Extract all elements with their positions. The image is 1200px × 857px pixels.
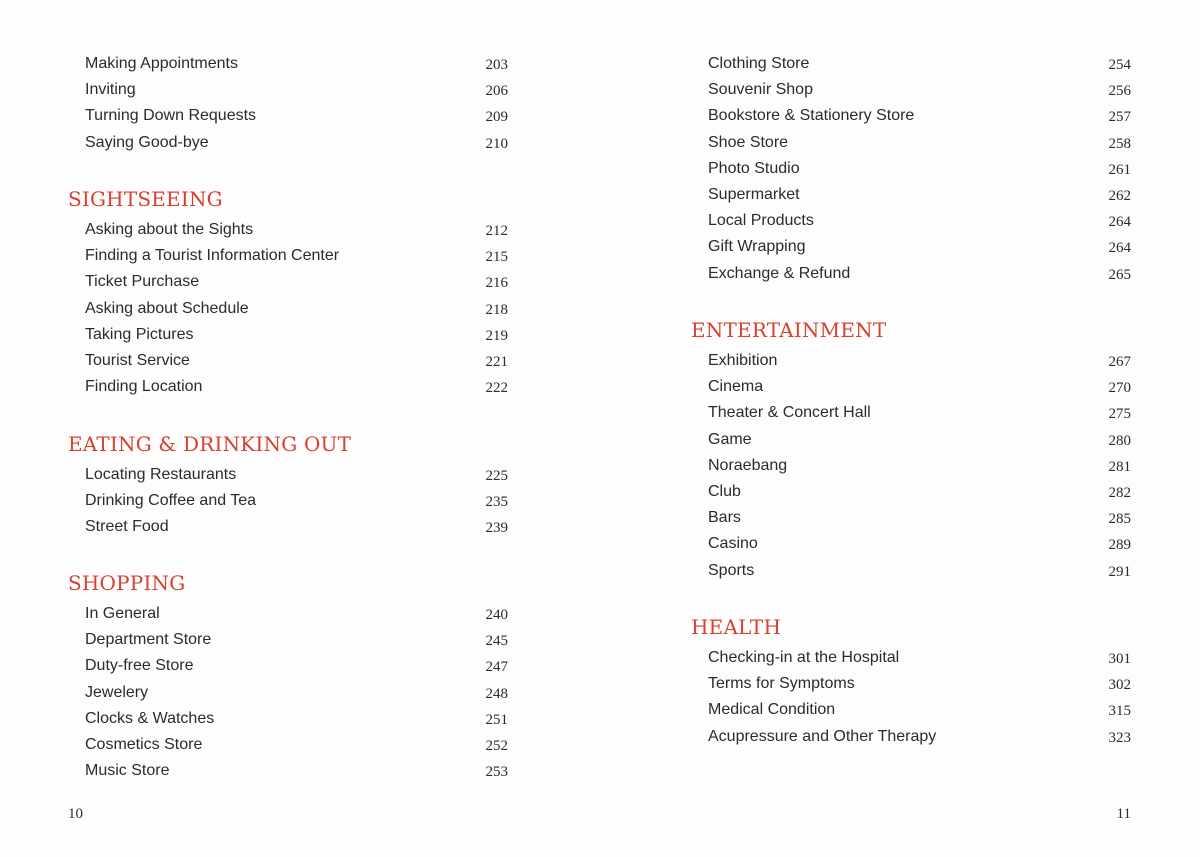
section-heading: EATING & DRINKING OUT bbox=[68, 432, 352, 456]
toc-entry-page-number: 215 bbox=[485, 249, 508, 266]
toc-entry[interactable] bbox=[691, 697, 1131, 723]
toc-entry[interactable] bbox=[68, 514, 508, 540]
toc-entry-label: Bars bbox=[708, 509, 741, 527]
toc-entry-label: Clothing Store bbox=[708, 55, 810, 72]
toc-entry-label: Local Products bbox=[708, 212, 814, 230]
toc-entry-label: Bookstore & Stationery Store bbox=[708, 107, 915, 125]
toc-entry[interactable] bbox=[691, 400, 1131, 426]
toc-entry[interactable] bbox=[68, 130, 508, 156]
toc-entry[interactable] bbox=[691, 348, 1131, 374]
toc-entry[interactable] bbox=[691, 51, 1131, 77]
toc-entry[interactable] bbox=[68, 601, 508, 627]
toc-section-eating bbox=[68, 432, 508, 541]
toc-entry-page-number: 257 bbox=[1108, 109, 1131, 126]
toc-entry[interactable] bbox=[691, 182, 1131, 208]
toc-entry-page-number: 251 bbox=[485, 711, 508, 728]
toc-entry-page-number: 203 bbox=[485, 57, 508, 73]
toc-entry-label: Supermarket bbox=[708, 185, 800, 203]
toc-entry-label: Cinema bbox=[708, 378, 764, 396]
toc-entry-page-number: 280 bbox=[1108, 432, 1131, 449]
toc-entry-label: Tourist Service bbox=[85, 351, 190, 369]
toc-entry-page-number: 248 bbox=[485, 685, 508, 702]
toc-entry-label: Photo Studio bbox=[708, 159, 800, 177]
toc-entry-label: Theater & Concert Hall bbox=[708, 404, 871, 422]
section-heading: HEALTH bbox=[691, 615, 782, 639]
toc-entry-page-number: 281 bbox=[1108, 458, 1131, 475]
toc-entry-label: Asking about the Sights bbox=[85, 221, 254, 238]
toc-entry-label: Exhibition bbox=[708, 352, 778, 369]
toc-section-shopping-continued bbox=[691, 51, 1131, 287]
toc-entry-label: Acupressure and Other Therapy bbox=[708, 727, 937, 745]
toc-entry-page-number: 264 bbox=[1108, 240, 1131, 257]
toc-entry-page-number: 315 bbox=[1108, 703, 1131, 720]
toc-entry[interactable] bbox=[68, 732, 508, 758]
toc-entry-label: Cosmetics Store bbox=[85, 735, 203, 753]
toc-entry-page-number: 302 bbox=[1108, 677, 1131, 694]
toc-entry-label: Finding a Tourist Information Center bbox=[85, 247, 340, 265]
toc-entry-page-number: 301 bbox=[1108, 651, 1131, 667]
toc-entry[interactable] bbox=[691, 374, 1131, 400]
toc-entry-page-number: 206 bbox=[485, 83, 508, 100]
toc-entry[interactable] bbox=[691, 453, 1131, 479]
toc-entry-page-number: 210 bbox=[485, 135, 508, 152]
toc-entry-page-number: 265 bbox=[1108, 266, 1131, 283]
toc-entry-label: Inviting bbox=[85, 81, 136, 99]
toc-entry[interactable] bbox=[68, 77, 508, 103]
toc-entry[interactable] bbox=[691, 234, 1131, 260]
toc-entry-page-number: 209 bbox=[485, 109, 508, 126]
toc-entry[interactable] bbox=[691, 77, 1131, 103]
toc-entry-page-number: 221 bbox=[485, 353, 508, 370]
toc-entry[interactable] bbox=[691, 671, 1131, 697]
toc-entry-label: Club bbox=[708, 482, 741, 500]
toc-entry-page-number: 285 bbox=[1108, 511, 1131, 528]
toc-entry[interactable] bbox=[68, 462, 508, 488]
toc-entry[interactable] bbox=[68, 51, 508, 77]
toc-section-entertainment bbox=[691, 318, 1131, 584]
toc-entry-label: Finding Location bbox=[85, 378, 203, 396]
toc-entry-page-number: 264 bbox=[1108, 214, 1131, 231]
toc-entry-label: Jewelery bbox=[85, 683, 149, 701]
toc-entry-page-number: 323 bbox=[1108, 729, 1131, 746]
toc-entry-label: Department Store bbox=[85, 631, 212, 649]
toc-entry[interactable] bbox=[68, 627, 508, 653]
toc-entry-page-number: 247 bbox=[485, 659, 508, 676]
toc-entry-page-number: 219 bbox=[485, 327, 508, 344]
toc-entry-label: Souvenir Shop bbox=[708, 81, 813, 99]
toc-entry-page-number: 270 bbox=[1108, 380, 1131, 397]
toc-entry-page-number: 212 bbox=[485, 223, 508, 239]
toc-entry-label: Game bbox=[708, 430, 752, 448]
toc-entry-page-number: 216 bbox=[485, 275, 508, 292]
toc-entry-page-number: 253 bbox=[485, 764, 508, 781]
toc-entry-label: Saying Good-bye bbox=[85, 133, 209, 151]
toc-entry[interactable] bbox=[68, 243, 508, 269]
toc-entry-page-number: 254 bbox=[1108, 57, 1131, 73]
toc-entry-label: Checking-in at the Hospital bbox=[708, 649, 900, 666]
toc-entry[interactable] bbox=[691, 724, 1131, 750]
toc-entry[interactable] bbox=[68, 374, 508, 400]
toc-entry[interactable] bbox=[691, 427, 1131, 453]
toc-entry-label: Medical Condition bbox=[708, 701, 836, 719]
toc-entry-label: In General bbox=[85, 605, 160, 622]
toc-entry-page-number: 245 bbox=[485, 633, 508, 650]
section-heading: ENTERTAINMENT bbox=[691, 318, 887, 342]
toc-entry-page-number: 267 bbox=[1108, 354, 1131, 370]
toc-entry-label: Music Store bbox=[85, 762, 170, 780]
toc-entry-page-number: 222 bbox=[485, 380, 508, 397]
page-number-right: 11 bbox=[1116, 806, 1131, 822]
toc-entry-page-number: 256 bbox=[1108, 83, 1131, 100]
toc-entry[interactable] bbox=[68, 322, 508, 348]
toc-entry-label: Asking about Schedule bbox=[85, 299, 249, 317]
toc-entry-page-number: 239 bbox=[485, 520, 508, 537]
toc-entry-label: Casino bbox=[708, 535, 758, 553]
toc-entry-page-number: 275 bbox=[1108, 406, 1131, 423]
toc-entry[interactable] bbox=[68, 680, 508, 706]
toc-entry-label: Clocks & Watches bbox=[85, 709, 215, 727]
toc-entry-page-number: 261 bbox=[1108, 161, 1131, 178]
toc-entry[interactable] bbox=[68, 706, 508, 732]
toc-entry[interactable] bbox=[68, 269, 508, 295]
section-heading: SHOPPING bbox=[68, 571, 186, 595]
toc-entry-page-number: 218 bbox=[485, 301, 508, 318]
toc-section-health bbox=[691, 615, 1131, 750]
toc-entry[interactable] bbox=[68, 348, 508, 374]
toc-entry-label: Drinking Coffee and Tea bbox=[85, 492, 257, 510]
toc-entry-label: Taking Pictures bbox=[85, 325, 194, 343]
toc-entry-page-number: 258 bbox=[1108, 135, 1131, 152]
toc-entry-label: Duty-free Store bbox=[85, 657, 194, 675]
toc-entry-page-number: 289 bbox=[1108, 537, 1131, 554]
toc-entry[interactable] bbox=[691, 130, 1131, 156]
toc-entry-label: Turning Down Requests bbox=[85, 107, 257, 125]
right-page bbox=[600, 0, 1200, 857]
toc-entry-page-number: 291 bbox=[1108, 563, 1131, 580]
toc-entry-label: Street Food bbox=[85, 518, 169, 536]
toc-entry[interactable] bbox=[691, 261, 1131, 287]
toc-section-intro bbox=[68, 51, 508, 156]
toc-entry-label: Terms for Symptoms bbox=[708, 675, 855, 693]
toc-entry-label: Gift Wrapping bbox=[708, 238, 806, 256]
toc-entry[interactable] bbox=[68, 217, 508, 243]
page-number-left: 10 bbox=[68, 806, 83, 822]
toc-entry[interactable] bbox=[691, 558, 1131, 584]
toc-entry-label: Locating Restaurants bbox=[85, 466, 237, 483]
toc-entry[interactable] bbox=[691, 208, 1131, 234]
toc-entry[interactable] bbox=[691, 505, 1131, 531]
toc-entry-label: Shoe Store bbox=[708, 133, 789, 151]
toc-entry[interactable] bbox=[68, 488, 508, 514]
toc-entry[interactable] bbox=[68, 653, 508, 679]
toc-entry-page-number: 235 bbox=[485, 494, 508, 511]
toc-entry-label: Sports bbox=[708, 561, 755, 579]
toc-entry-label: Making Appointments bbox=[85, 55, 238, 72]
toc-entry-page-number: 282 bbox=[1108, 484, 1131, 501]
toc-entry[interactable] bbox=[68, 296, 508, 322]
toc-entry[interactable] bbox=[691, 479, 1131, 505]
toc-entry[interactable] bbox=[691, 645, 1131, 671]
toc-entry[interactable] bbox=[691, 156, 1131, 182]
toc-entry[interactable] bbox=[68, 103, 508, 129]
toc-entry[interactable] bbox=[691, 103, 1131, 129]
toc-entry-page-number: 262 bbox=[1108, 187, 1131, 204]
toc-entry-label: Ticket Purchase bbox=[85, 273, 200, 291]
toc-entry[interactable] bbox=[691, 531, 1131, 557]
toc-section-sightseeing bbox=[68, 187, 508, 400]
toc-section-shopping bbox=[68, 571, 508, 784]
toc-entry[interactable] bbox=[68, 758, 508, 784]
toc-entry-label: Exchange & Refund bbox=[708, 264, 851, 282]
toc-entry-label: Noraebang bbox=[708, 456, 788, 474]
section-heading: SIGHTSEEING bbox=[68, 187, 223, 211]
toc-entry-page-number: 240 bbox=[485, 607, 508, 623]
toc-entry-page-number: 252 bbox=[485, 737, 508, 754]
toc-entry-page-number: 225 bbox=[485, 468, 508, 484]
